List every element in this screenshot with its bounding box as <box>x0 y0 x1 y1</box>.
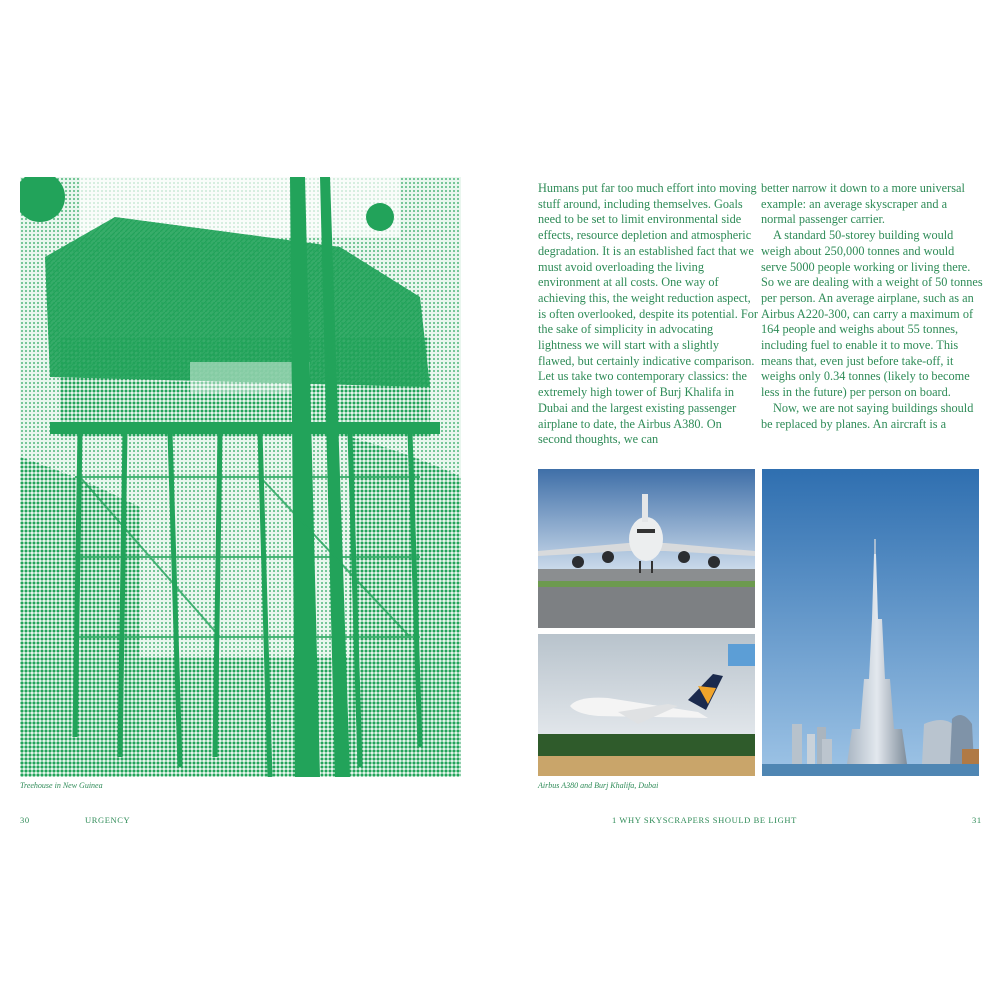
page-number-left: 30 <box>20 815 30 825</box>
page-number-right: 31 <box>972 815 982 825</box>
treehouse-photo <box>20 177 461 777</box>
paragraph: Now, we are not saying buildings should be replaced by planes. An aircraft is a <box>761 400 974 431</box>
running-head-left: URGENCY <box>85 815 131 825</box>
paragraph: A standard 50-storey building would weigh about 250,000 tonnes and would serve 5000 people working or living there. So we are dealing with a weight of 50 tonnes per person. An average airplane, such as an Airbus A220-300, can carry a maximum of 164 people and weighs about 55 tonnes, including fuel to enable it to move. This means that, even just before take-off, it weighs only 0.34 tonnes (likely to become less in the future) per person on board. <box>761 228 983 400</box>
text-column-1 <box>538 181 758 448</box>
paragraph: better narrow it down to a more universal example: an average skyscraper and a normal passenger carrier. <box>761 181 965 227</box>
running-head-right: 1 WHY SKYSCRAPERS SHOULD BE LIGHT <box>612 815 797 825</box>
burj-khalifa-photo <box>762 469 979 776</box>
treehouse-caption: Treehouse in New Guinea <box>20 781 103 790</box>
airplane-takeoff-photo <box>538 634 755 776</box>
airbus-a380-photo <box>538 469 755 628</box>
text-column-2 <box>761 181 983 432</box>
right-photos-caption: Airbus A380 and Burj Khalifa, Dubai <box>538 781 659 790</box>
paragraph: Humans put far too much effort into moving stuff around, including themselves. Goals need to be set to limit environmental side effects, resource depletion and atmospheric degradation. It is an established fact that we must avoid overloading the living environment at all costs. One way of achieving this, the weight reduction aspect, is often overlooked, despite its potential. For the sake of simplicity in advocating lightness we will start with a slightly flawed, but certainly indicative comparison. Let us take two contemporary classics: the extremely high tower of Burj Khalifa in Dubai and the largest existing passenger airplane to date, the Airbus A380. On second thoughts, we can <box>538 181 758 447</box>
